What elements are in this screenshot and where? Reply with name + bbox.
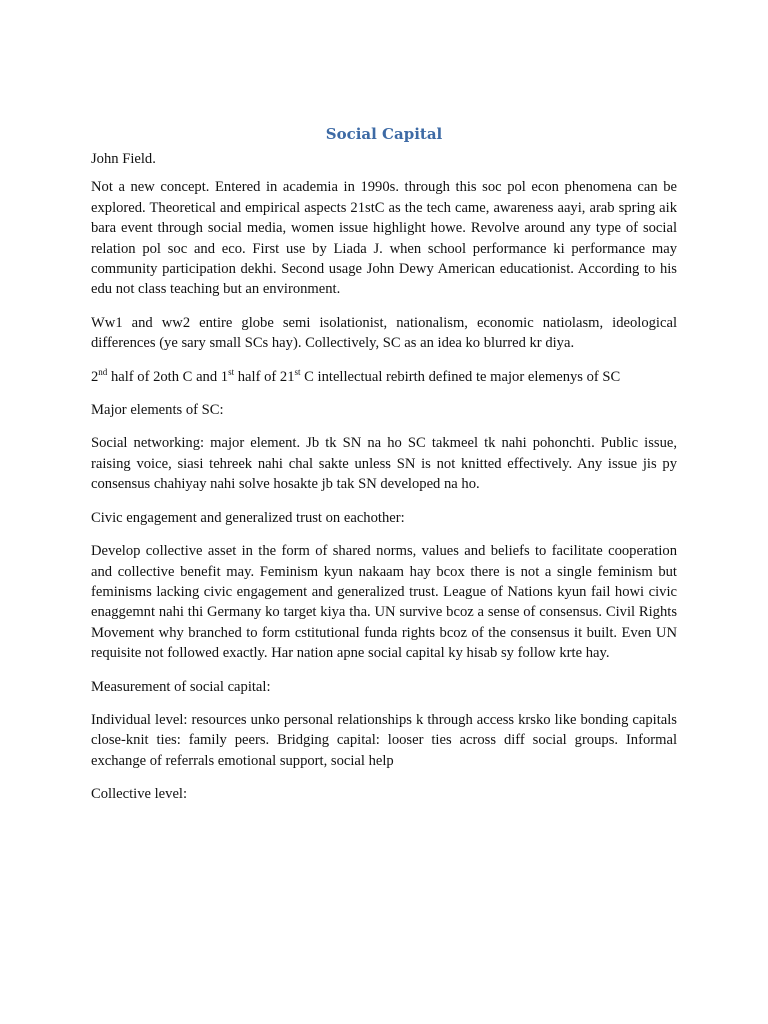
paragraph-social-networking: Social networking: major element. Jb tk SN na ho SC takmeel tk nahi pohonchti. Public issue, raising voice, siasi tehreek nahi chal sakte unless SN is not knitted effectively. Any issue jis py consensus chahiyay nahi solve hosakte jb tak SN developed na ho. [91, 435, 677, 493]
document-body [91, 123, 677, 818]
author-line: John Field. [91, 151, 156, 167]
rebirth-text-1: 2 [91, 368, 99, 385]
rebirth-sup-1: nd [98, 366, 108, 377]
heading-major-elements: Major elements of SC: [91, 402, 224, 419]
paragraph-civic-engagement: Develop collective asset in the form of shared norms, values and beliefs to facilitate cooperation and collective benefit may. Feminism kyun nakaam hay bcox there is not a single feminism but feminisms lacking civic engagement and generalized trust. League of Nations kyun fail howi civic enaggemnt nahi thi Germany ko target kiya tha. UN survive bcoz a sense of consensus. Civil Rights Movement why branched to form cstitutional funda rights bcoz of the consensus it built. Even UN requisite not followed exactly. Har nation apne social capital ky hisab sy follow krte hay. [91, 543, 677, 662]
rebirth-sup-2: st [228, 366, 235, 377]
rebirth-text-2: half of 2oth C and 1 [107, 368, 229, 385]
heading-measurement: Measurement of social capital: [91, 678, 271, 695]
heading-civic-engagement: Civic engagement and generalized trust on eachother: [91, 509, 405, 526]
paragraph-individual-level: Individual level: resources unko personal relationships k through access krsko like bonding capitals close-knit ties: family peers. Bridging capital: looser ties across diff social groups. Informal exchange of referrals emotional support, social help [91, 711, 677, 769]
paragraph-rebirth [91, 367, 677, 387]
document-title: Social Capital [325, 125, 443, 143]
paragraph-intro: Not a new concept. Entered in academia in 1990s. through this soc pol econ phenomena can be explored. Theoretical and empirical aspects 21stC as the tech came, awareness aayi, arab spring aik bara event through social media, women issue highlight howe. Revolve around any type of social relation pol soc and eco. First use by Liada J. when school performance ki performance may community participation dekhi. Second usage John Dewy American educationist. According to his edu not class teaching but an environment. [91, 179, 677, 298]
rebirth-text-3: half of 21 [234, 368, 295, 385]
paragraph-world-wars: Ww1 and ww2 entire globe semi isolationist, nationalism, economic natiolasm, ideological differences (ye sary small SCs hay). Collectively, SC as an idea ko blurred kr diya. [91, 314, 677, 352]
heading-collective-level: Collective level: [91, 786, 188, 803]
rebirth-text-4: C intellectual rebirth defined te major elemenys of SC [300, 368, 621, 385]
rebirth-sup-3: st [294, 366, 301, 377]
